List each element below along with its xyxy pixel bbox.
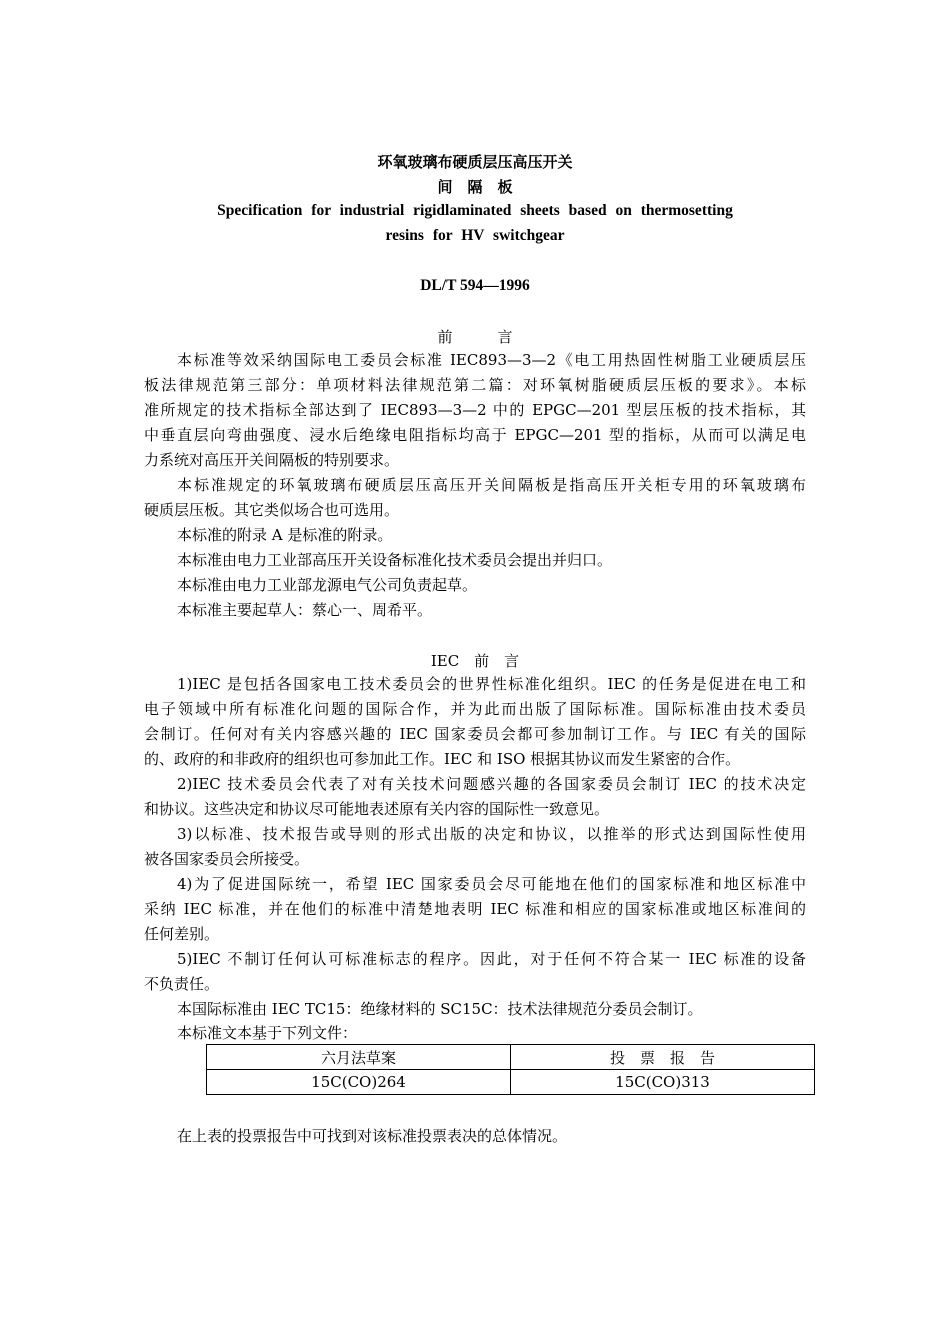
title-chinese-line-2: 间 隔 板 — [437, 178, 513, 196]
standard-number: DL/T 594—1996 — [420, 277, 530, 294]
iec-foreword-line: 采纳 IEC 标准，并在他们的标准中清楚地表明 IEC 标准和相应的国家标准或地区标准间的 — [144, 900, 806, 918]
table-cell-draft: 15C(CO)264 — [207, 1070, 511, 1095]
iec-foreword-line: 本标准文本基于下列文件： — [177, 1024, 358, 1042]
iec-foreword-line: 任何差别。 — [144, 925, 220, 943]
foreword-line: 本标准的附录 A 是标准的附录。 — [177, 526, 393, 544]
foreword-line: 中垂直层向弯曲强度、浸水后绝缘电阻指标均高于 EPGC—201 型的指标，从而可以满足电 — [144, 426, 806, 444]
title-chinese-line-1: 环氧玻璃布硬质层压高压开关 — [377, 153, 573, 171]
foreword-line: 硬质层压板。其它类似场合也可选用。 — [144, 501, 400, 519]
foreword-line: 本标准由电力工业部龙源电气公司负责起草。 — [177, 576, 478, 594]
table-header-row — [207, 1045, 815, 1070]
foreword-line: 本标准主要起草人：蔡心一、周希平。 — [177, 601, 433, 619]
foreword-line: 本标准规定的环氧玻璃布硬质层压高压开关间隔板是指高压开关柜专用的环氧玻璃布 — [177, 476, 806, 494]
iec-foreword-line: 和协议。这些决定和协议尽可能地表述原有关内容的国际性一致意见。 — [144, 800, 610, 818]
foreword-line: 力系统对高压开关间隔板的特别要求。 — [144, 451, 400, 469]
iec-foreword-line: 电子领域中所有标准化问题的国际合作，并为此而出版了国际标准。国际标准由技术委员 — [144, 700, 806, 718]
foreword-line: 准所规定的技术指标全部达到了 IEC893—3—2 中的 EPGC—201 型层压板的技术指标，其 — [144, 401, 806, 419]
iec-foreword-line: 4)为了促进国际统一，希望 IEC 国家委员会尽可能地在他们的国家标准和地区标准中 — [177, 875, 806, 893]
iec-foreword-line: 被各国家委员会所接受。 — [144, 850, 310, 868]
foreword-line: 本标准由电力工业部高压开关设备标准化技术委员会提出并归口。 — [177, 551, 613, 569]
foreword-heading: 前 言 — [437, 328, 513, 346]
foreword-line: 本标准等效采纳国际电工委员会标准 IEC893—3—2《电工用热固性树脂工业硬质层压 — [177, 351, 806, 369]
table-row — [207, 1070, 815, 1095]
foreword-line: 板法律规范第三部分：单项材料法律规范第二篇：对环氧树脂硬质层压板的要求》。本标 — [144, 376, 806, 394]
closing-paragraph: 在上表的投票报告中可找到对该标准投票表决的总体情况。 — [177, 1127, 568, 1145]
table-cell-vote-report: 15C(CO)313 — [511, 1070, 815, 1095]
title-english-line-1: Specification for industrial rigidlaminated sheets based on thermosetting — [217, 202, 733, 219]
iec-foreword-line: 1)IEC 是包括各国家电工技术委员会的世界性标准化组织。IEC 的任务是促进在电工和 — [177, 675, 806, 693]
title-english-line-2: resins for HV switchgear — [385, 227, 565, 244]
documents-table — [206, 1044, 815, 1095]
iec-foreword-line: 3)以标准、技术报告或导则的形式出版的决定和协议，以推举的形式达到国际性使用 — [177, 825, 806, 843]
table-header-vote-report: 投 票 报 告 — [511, 1045, 815, 1070]
iec-foreword-line: 2)IEC 技术委员会代表了对有关技术问题感兴趣的各国家委员会制订 IEC 的技术决定 — [177, 775, 806, 793]
table-header-draft: 六月法草案 — [207, 1045, 511, 1070]
iec-foreword-line: 不负责任。 — [144, 975, 220, 993]
iec-foreword-line: 的、政府的和非政府的组织也可参加此工作。IEC 和 ISO 根据其协议而发生紧密的合作。 — [144, 750, 741, 768]
iec-foreword-line: 5)IEC 不制订任何认可标准标志的程序。因此，对于任何不符合某一 IEC 标准的设备 — [177, 950, 806, 968]
iec-foreword-line: 本国际标准由 IEC TC15：绝缘材料的 SC15C：技术法律规范分委员会制订。 — [177, 1000, 703, 1018]
iec-foreword-heading: IEC 前 言 — [430, 652, 520, 670]
iec-foreword-line: 会制订。任何对有关内容感兴趣的 IEC 国家委员会都可参加制订工作。与 IEC 有关的国际 — [144, 725, 806, 743]
